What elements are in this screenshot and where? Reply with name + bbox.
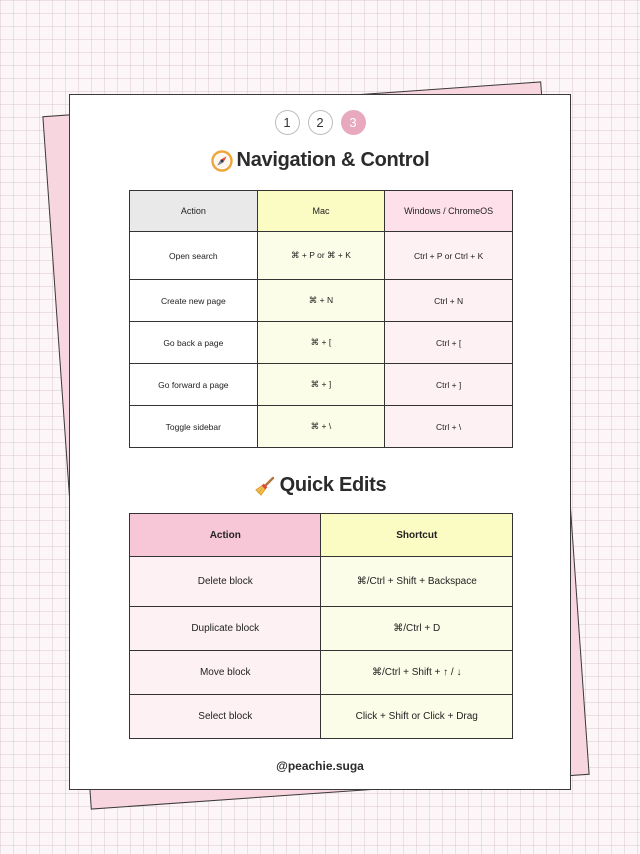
mac-shortcut-cell: ⌘ + \ bbox=[257, 406, 385, 448]
cheat-sheet-card bbox=[69, 94, 571, 790]
action-cell: Open search bbox=[130, 232, 258, 280]
header-action: Action bbox=[130, 514, 321, 557]
mac-shortcut-cell: ⌘ + ] bbox=[257, 364, 385, 406]
action-cell: Toggle sidebar bbox=[130, 406, 258, 448]
table-header-row bbox=[130, 514, 513, 557]
navigation-shortcuts-table bbox=[129, 190, 513, 448]
navigation-title-text: Navigation & Control bbox=[236, 149, 430, 171]
action-cell: Move block bbox=[130, 651, 321, 695]
action-cell: Select block bbox=[130, 695, 321, 739]
windows-shortcut-cell: Ctrl + P or Ctrl + K bbox=[385, 232, 513, 280]
table-row bbox=[130, 322, 513, 364]
action-cell: Go back a page bbox=[130, 322, 258, 364]
mac-shortcut-cell: ⌘ + [ bbox=[257, 322, 385, 364]
quick-edits-section-title bbox=[70, 474, 570, 497]
page-button-2[interactable]: 2 bbox=[308, 110, 333, 135]
header-action: Action bbox=[130, 191, 258, 232]
page-button-1[interactable]: 1 bbox=[275, 110, 300, 135]
table-row bbox=[130, 406, 513, 448]
action-cell: Delete block bbox=[130, 557, 321, 607]
windows-shortcut-cell: Ctrl + [ bbox=[385, 322, 513, 364]
table-row bbox=[130, 364, 513, 406]
windows-shortcut-cell: Ctrl + N bbox=[385, 280, 513, 322]
shortcut-cell: ⌘/Ctrl + Shift + Backspace bbox=[321, 557, 513, 607]
navigation-section-title bbox=[70, 149, 570, 172]
windows-shortcut-cell: Ctrl + ] bbox=[385, 364, 513, 406]
quick-edits-title-text: Quick Edits bbox=[279, 474, 387, 496]
header-shortcut: Shortcut bbox=[321, 514, 513, 557]
author-handle: @peachie.suga bbox=[276, 759, 364, 773]
action-cell: Create new page bbox=[130, 280, 258, 322]
page-pagination bbox=[70, 110, 570, 135]
table-row bbox=[130, 232, 513, 280]
header-mac: Mac bbox=[257, 191, 385, 232]
page-button-3-active[interactable]: 3 bbox=[341, 110, 366, 135]
windows-shortcut-cell: Ctrl + \ bbox=[385, 406, 513, 448]
broom-icon bbox=[254, 475, 276, 497]
compass-icon bbox=[211, 150, 233, 172]
header-windows: Windows / ChromeOS bbox=[385, 191, 513, 232]
mac-shortcut-cell: ⌘ + N bbox=[257, 280, 385, 322]
action-cell: Duplicate block bbox=[130, 607, 321, 651]
shortcut-cell: ⌘/Ctrl + D bbox=[321, 607, 513, 651]
mac-shortcut-cell: ⌘ + P or ⌘ + K bbox=[257, 232, 385, 280]
table-row bbox=[130, 557, 513, 607]
quick-edits-table bbox=[129, 513, 513, 739]
table-row bbox=[130, 695, 513, 739]
shortcut-cell: Click + Shift or Click + Drag bbox=[321, 695, 513, 739]
action-cell: Go forward a page bbox=[130, 364, 258, 406]
table-row bbox=[130, 280, 513, 322]
table-header-row bbox=[130, 191, 513, 232]
table-row bbox=[130, 651, 513, 695]
shortcut-cell: ⌘/Ctrl + Shift + ↑ / ↓ bbox=[321, 651, 513, 695]
table-row bbox=[130, 607, 513, 651]
